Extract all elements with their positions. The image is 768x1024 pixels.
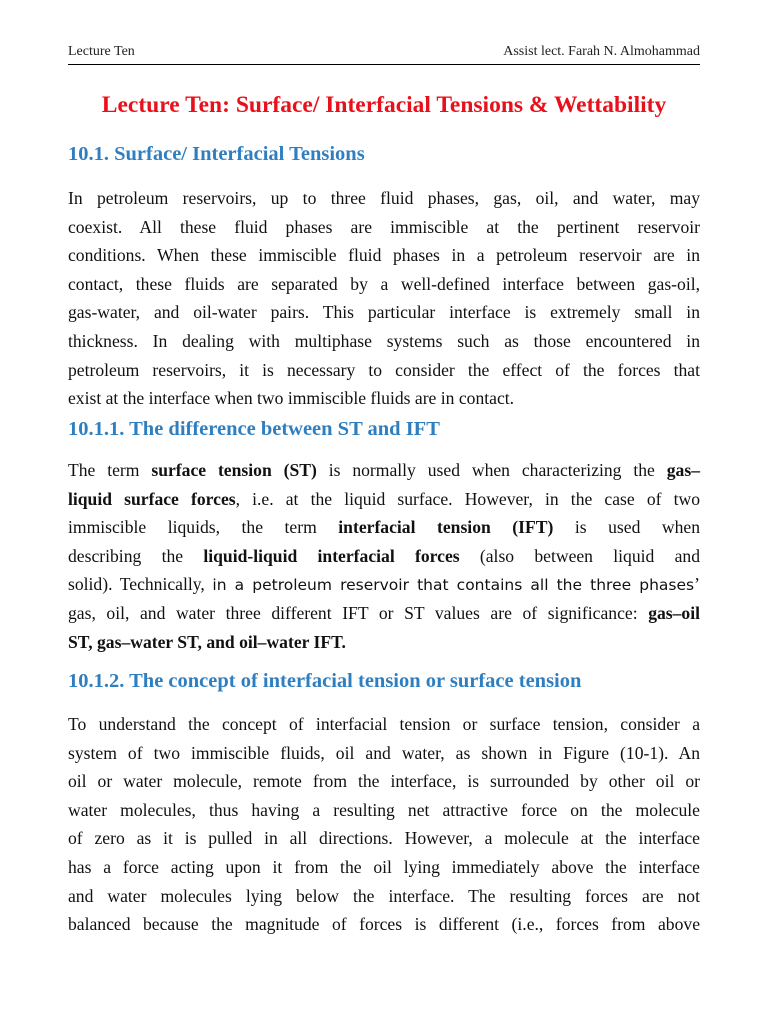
section3-paragraph	[68, 710, 700, 939]
paragraph-line: immiscible liquids, the term interfacial tension (IFT) is used when	[68, 517, 700, 538]
paragraph-line: balanced because the magnitude of forces is different (i.e., forces from above	[68, 914, 700, 935]
paragraph-line: To understand the concept of interfacial tension or surface tension, consider a	[68, 714, 700, 734]
paragraph-line: In petroleum reservoirs, up to three fluid phases, gas, oil, and water, may	[68, 188, 700, 208]
paragraph-line: solid). Technically, in a petroleum reservoir that contains all the three phases’	[68, 574, 700, 595]
section1-paragraph	[68, 184, 700, 413]
paragraph-line: water molecules, thus having a resulting net attractive force on the molecule	[68, 799, 700, 820]
term-surface-tension: surface tension (ST)	[151, 460, 317, 480]
paragraph-line: gas, oil, and water three different IFT or ST values are of significance: gas–oil	[68, 602, 700, 623]
page-title: Lecture Ten: Surface/ Interfacial Tensions & Wettability	[101, 92, 667, 118]
paragraph-line: describing the liquid-liquid interfacial forces (also between liquid and	[68, 545, 700, 566]
paragraph-line: liquid surface forces, i.e. at the liquid surface. However, in the case of two	[68, 488, 700, 509]
paragraph-line: petroleum reservoirs, it is necessary to consider the effect of the forces that	[68, 359, 700, 380]
section-heading-concept-of-ift: 10.1.2. The concept of interfacial tension or surface tension	[68, 670, 582, 692]
section-heading-st-vs-ift: 10.1.1. The difference between ST and IFT	[68, 418, 440, 440]
paragraph-line: system of two immiscible fluids, oil and water, as shown in Figure (10-1). An	[68, 742, 700, 763]
paragraph-line: contact, these fluids are separated by a well-defined interface between gas-oil,	[68, 273, 700, 294]
paragraph-line: exist at the interface when two immiscible fluids are in contact.	[68, 388, 515, 409]
paragraph-line: and water molecules lying below the interface. The resulting forces are not	[68, 885, 700, 906]
paragraph-line: of zero as it is pulled in all directions. However, a molecule at the interface	[68, 828, 700, 849]
paragraph-line: oil or water molecule, remote from the interface, is surrounded by other oil or	[68, 771, 700, 792]
paragraph-line: thickness. In dealing with multiphase systems such as those encountered in	[68, 330, 700, 351]
header-lecture-label: Lecture Ten	[68, 44, 135, 59]
paragraph-line: conditions. When these immiscible fluid phases in a petroleum reservoir are in	[68, 245, 700, 266]
section2-paragraph	[68, 456, 700, 656]
paragraph-line: has a force acting upon it from the oil lying immediately above the interface	[68, 856, 700, 877]
header-author: Assist lect. Farah N. Almohammad	[503, 44, 700, 59]
paragraph-line: ST, gas–water ST, and oil–water IFT.	[68, 631, 346, 652]
section-heading-surface-interfacial-tensions: 10.1. Surface/ Interfacial Tensions	[68, 143, 365, 165]
paragraph-line: The term surface tension (ST) is normally used when characterizing the gas–	[68, 460, 700, 480]
paragraph-line: coexist. All these fluid phases are immiscible at the pertinent reservoir	[68, 216, 700, 237]
page-header	[68, 42, 700, 65]
term-interfacial-tension: interfacial tension (IFT)	[338, 517, 554, 538]
paragraph-line: gas-water, and oil-water pairs. This particular interface is extremely small in	[68, 302, 700, 323]
